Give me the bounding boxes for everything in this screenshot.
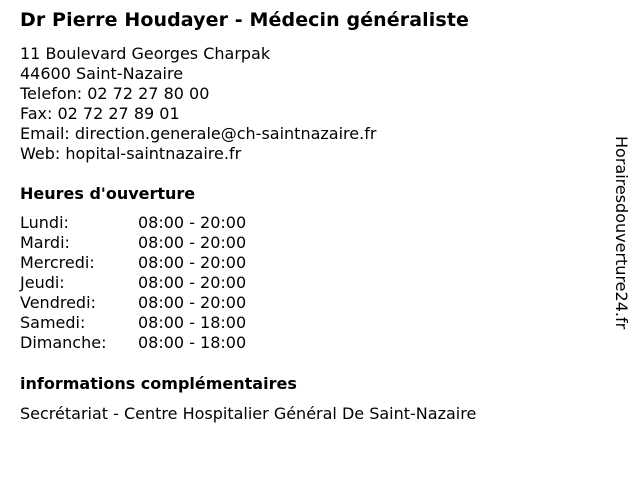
- time-range: 08:00 - 20:00: [138, 273, 247, 292]
- hours-row-tuesday: [20, 233, 246, 253]
- time-range: 08:00 - 20:00: [138, 213, 247, 232]
- day-label: Samedi:: [20, 313, 86, 332]
- hours-row-wednesday: [20, 253, 246, 273]
- address-city: 44600 Saint-Nazaire: [20, 64, 184, 83]
- time-range: 08:00 - 18:00: [138, 333, 247, 352]
- additional-info-heading: informations complémentaires: [20, 374, 297, 393]
- day-label: Dimanche:: [20, 333, 107, 352]
- opening-hours-table: [20, 213, 246, 353]
- opening-hours-heading: Heures d'ouverture: [20, 184, 196, 203]
- hours-row-thursday: [20, 273, 246, 293]
- day-label: Lundi:: [20, 213, 69, 232]
- hours-row-monday: [20, 213, 246, 233]
- hours-row-sunday: [20, 333, 246, 353]
- hours-row-friday: [20, 293, 246, 313]
- time-range: 08:00 - 20:00: [138, 253, 247, 272]
- day-label: Vendredi:: [20, 293, 96, 312]
- time-range: 08:00 - 18:00: [138, 313, 247, 332]
- day-label: Jeudi:: [20, 273, 65, 292]
- email-address: Email: direction.generale@ch-saintnazaire.fr: [20, 124, 377, 143]
- contact-block: [20, 44, 376, 164]
- additional-info-text: Secrétariat - Centre Hospitalier Général De Saint-Nazaire: [20, 404, 477, 423]
- site-watermark: Horairesdouverture24.fr: [612, 136, 631, 330]
- fax-number: Fax: 02 72 27 89 01: [20, 104, 180, 123]
- page-title: Dr Pierre Houdayer - Médecin généraliste: [20, 9, 469, 31]
- phone-number: Telefon: 02 72 27 80 00: [20, 84, 210, 103]
- time-range: 08:00 - 20:00: [138, 233, 247, 252]
- website: Web: hopital-saintnazaire.fr: [20, 144, 242, 163]
- day-label: Mardi:: [20, 233, 70, 252]
- time-range: 08:00 - 20:00: [138, 293, 247, 312]
- day-label: Mercredi:: [20, 253, 95, 272]
- address-street: 11 Boulevard Georges Charpak: [20, 44, 271, 63]
- hours-row-saturday: [20, 313, 246, 333]
